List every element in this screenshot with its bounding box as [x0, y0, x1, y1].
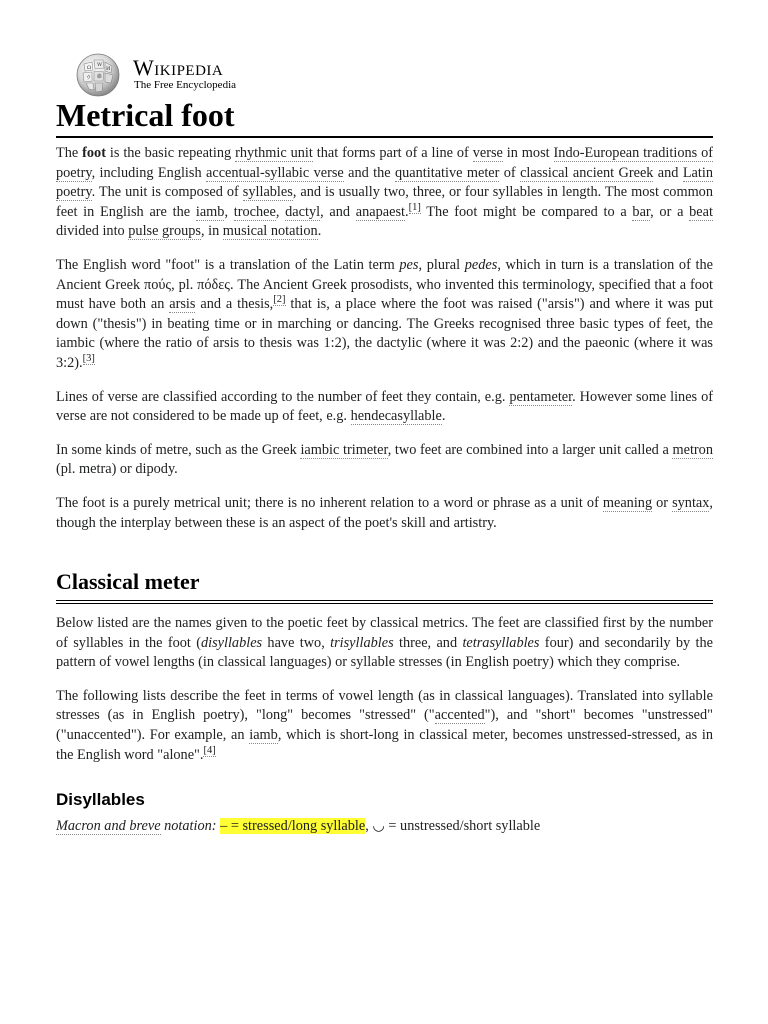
citation-link-1[interactable]: [1]	[408, 202, 421, 214]
section-heading-classical-meter: Classical meter	[56, 567, 713, 604]
link-syntax[interactable]: syntax	[672, 494, 710, 511]
intro-paragraph-1: The foot is the basic repeating rhythmic unit that forms part of a line of verse in most Indo-European traditions of poetry, including English accentual-syllabic verse and the quantitative meter of classical ancient Greek and Latin poetry. The unit is composed of syllables, and is usually two, three, or four syllables in length. The most common feet in English are the iamb, trochee, dactyl, and anapaest.[1] The foot might be compared to a bar, or a beat divided into pulse groups, in musical notation.	[56, 145, 714, 240]
link-anapaest[interactable]: anapaest	[355, 203, 405, 220]
link-iamb-2[interactable]: iamb	[249, 727, 278, 744]
link-meaning[interactable]: meaning	[602, 494, 653, 511]
svg-text:ウ: ウ	[86, 75, 92, 81]
link-latin-poetry[interactable]: Latin poetry	[56, 164, 713, 201]
citation-4	[203, 745, 215, 757]
citation-2	[273, 294, 285, 306]
intro-paragraph-4: In some kinds of metre, such as the Greek iambic trimeter, two feet are combined into a larger unit called a metron (pl. metra) or dipody.	[56, 441, 713, 478]
article-content	[56, 92, 713, 837]
link-quantitative-meter[interactable]: quantitative meter	[394, 164, 500, 181]
citation-link-3[interactable]: [3]	[82, 353, 95, 365]
notation-note: Macron and breve notation: – = stressed/long syllable, ◡ = unstressed/short syllable	[56, 817, 713, 837]
svg-text:W: W	[97, 62, 103, 68]
wikipedia-tagline: The Free Encyclopedia	[134, 79, 237, 91]
link-pentameter[interactable]: pentameter	[509, 388, 573, 405]
citation-3	[83, 353, 95, 365]
link-verse[interactable]: verse	[472, 145, 503, 161]
link-iambic-trimeter[interactable]: iambic trimeter	[300, 441, 388, 458]
svg-text:Ω: Ω	[87, 65, 92, 71]
link-bar[interactable]: bar	[632, 203, 651, 220]
breve-symbol: ◡	[372, 818, 385, 835]
intro-paragraph-2: The English word "foot" is a translation of the Latin term pes, plural pedes, which in turn is a translation of the Ancient Greek πούς, pl. πόδες. The Ancient Greek prosodists, who invented this terminology, specified that a foot must have both an arsis and a thesis,[2] that is, a place where the foot was raised ("arsis") and where it was put down ("thesis") in beating time or in marching or dancing. The Greeks recognised three basic types of feet, the iambic (where the ratio of arsis to thesis was 1:2), the dactylic (where it was 2:2) and the paeonic (where it was 3:2).[3]	[56, 256, 713, 371]
link-accentual-syllabic-verse[interactable]: accentual-syllabic verse	[206, 164, 344, 181]
link-musical-notation[interactable]: musical notation	[222, 223, 318, 240]
citation-link-4[interactable]: [4]	[203, 744, 216, 756]
link-syllables[interactable]: syllables	[242, 184, 293, 201]
link-iamb[interactable]: iamb	[195, 203, 225, 220]
link-pulse-groups[interactable]: pulse groups	[128, 223, 201, 240]
citation-1	[409, 202, 421, 214]
intro-paragraph-3: Lines of verse are classified according to the number of feet they contain, e.g. pentameter. However some lines of verse are not considered to be made up of feet, e.g. hendecasyllable.	[56, 388, 713, 425]
page-title: Metrical foot	[56, 92, 713, 138]
link-hendecasyllable[interactable]: hendecasyllable	[350, 408, 442, 425]
link-metron[interactable]: metron	[672, 441, 713, 458]
intro-paragraph-5: The foot is a purely metrical unit; there is no inherent relation to a word or phrase as a unit of meaning or syntax, though the interplay between these is an aspect of the poet's skill and artistry.	[56, 494, 713, 531]
classical-paragraph-1: Below listed are the names given to the poetic feet by classical metrics. The feet are classified first by the number of syllables in the foot (disyllables have two, trisyllables three, and tetrasyllables four) and secondarily by the pattern of vowel lengths (in classical languages) or syllable stresses (in English poetry) which they comprise.	[56, 615, 714, 671]
svg-text:維: 維	[97, 74, 103, 80]
highlighted-long-syllable-legend: – = stressed/long syllable	[220, 818, 366, 835]
svg-text:И: И	[106, 66, 111, 72]
link-arsis[interactable]: arsis	[169, 296, 196, 313]
subsection-heading-disyllables: Disyllables	[56, 790, 145, 810]
citation-link-2[interactable]: [2]	[273, 294, 286, 306]
link-macron-and-breve[interactable]: Macron and breve	[56, 818, 161, 835]
link-accented[interactable]: accented	[434, 707, 485, 724]
link-indo-european-poetry[interactable]: Indo-European traditions of poetry	[56, 145, 714, 181]
link-dactyl[interactable]: dactyl	[285, 203, 321, 220]
link-beat[interactable]: beat	[689, 203, 713, 220]
wikipedia-wordmark: Wikipedia	[133, 55, 224, 80]
link-trochee[interactable]: trochee	[233, 203, 276, 220]
link-rhythmic-unit[interactable]: rhythmic unit	[235, 145, 313, 161]
classical-paragraph-2: The following lists describe the feet in terms of vowel length (as in classical languages). Translated into syllable stresses (as in English poetry), "long" becomes "stressed" ("accented"), and "short" becomes "unstressed" ("unaccented"). For example, an iamb, which is short-long in classical meter, becomes unstressed-stressed, as in the English word "alone".[4]	[56, 687, 713, 763]
link-classical-ancient-greek[interactable]: classical ancient Greek	[520, 164, 654, 181]
